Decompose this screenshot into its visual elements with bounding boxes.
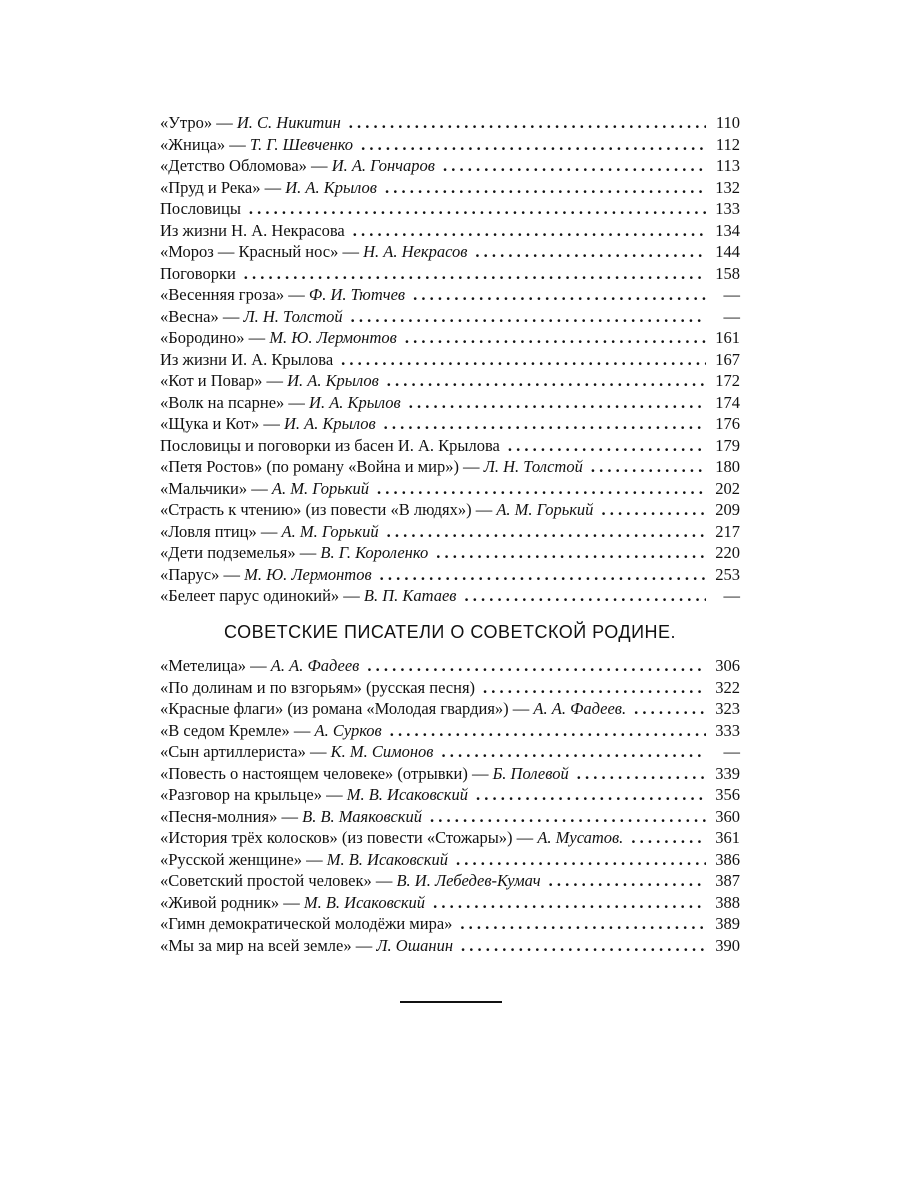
toc-entry-author: В. П. Катаев	[363, 586, 457, 605]
toc-leader-dots	[244, 263, 706, 285]
toc-entry-author: В. В. Маяковский	[302, 806, 423, 826]
toc-entry-title	[160, 677, 475, 699]
toc-leader-dots	[476, 784, 706, 806]
toc-leader-dots	[430, 806, 706, 828]
toc-entry-title	[160, 741, 433, 763]
toc-entry-work: «Весенняя гроза» —	[160, 285, 309, 304]
toc-entry	[160, 241, 740, 263]
toc-entry-title	[160, 585, 456, 607]
toc-entry-page: 388	[715, 892, 740, 912]
toc-entry-author: Б. Полевой	[492, 763, 569, 783]
toc-entry-author: Л. Н. Толстой	[483, 457, 583, 476]
toc-entry-title	[160, 349, 333, 371]
toc-entry	[160, 349, 740, 371]
toc-entry-author: М. В. Исаковский	[346, 785, 468, 804]
toc-entry-page: 387	[715, 871, 740, 890]
toc-leader-dots	[461, 935, 706, 957]
toc-leader-dots	[464, 585, 706, 607]
toc-entry	[160, 220, 740, 242]
toc-leader-dots	[413, 284, 706, 306]
toc-entry-page: 202	[715, 478, 740, 498]
toc-leader-dots	[456, 849, 706, 871]
toc-entry-page: 113	[715, 156, 740, 175]
toc-entry-page: 356	[715, 785, 740, 804]
toc-entry-author: М. В. Исаковский	[303, 892, 426, 912]
toc-entry	[160, 392, 740, 414]
toc-leader-dots	[577, 763, 706, 785]
toc-entry-work: «Метелица» —	[160, 656, 271, 675]
toc-entry-page: 390	[715, 935, 740, 955]
toc-entry	[160, 784, 740, 806]
toc-entry-title	[160, 655, 359, 677]
toc-entry-work: «В седом Кремле» —	[160, 720, 315, 740]
toc-entry-page: 220	[715, 543, 740, 562]
toc-entry-page: 333	[715, 720, 740, 740]
toc-entry-title	[160, 720, 382, 742]
toc-entry-author: Л. Ошанин	[376, 935, 454, 955]
toc-entry-title	[160, 806, 422, 828]
toc-entry-title	[160, 564, 372, 586]
toc-entry-title	[160, 542, 428, 564]
toc-entry-work: Пословицы	[160, 199, 241, 218]
toc-leader-dots	[385, 177, 706, 199]
toc-entry	[160, 112, 740, 134]
toc-entry	[160, 134, 740, 156]
toc-entry-page: 176	[715, 414, 740, 433]
toc-entry-title	[160, 306, 343, 328]
toc-entry-author: А. М. Горький	[281, 521, 379, 541]
toc-leader-dots	[387, 370, 706, 392]
toc-entry-title	[160, 698, 626, 720]
toc-entry-author: Л. Н. Толстой	[243, 306, 343, 326]
toc-entry-title	[160, 435, 500, 457]
toc-entry-title	[160, 392, 401, 414]
toc-leader-dots	[380, 564, 706, 586]
toc-entry-author: А. А. Фадеев	[270, 656, 360, 675]
toc-leader-dots	[249, 198, 706, 220]
toc-leader-dots	[631, 827, 706, 849]
toc-entry-title	[160, 327, 397, 349]
toc-entry	[160, 806, 740, 828]
toc-entry-work: «Песня-молния» —	[160, 806, 303, 826]
toc-entry-author: Ф. И. Тютчев	[308, 285, 406, 304]
toc-entry-author: А. М. Горький	[271, 478, 369, 498]
toc-entry-page: 180	[715, 457, 740, 476]
toc-entry	[160, 198, 740, 220]
toc-entry-page: 209	[715, 500, 740, 519]
toc-entry	[160, 913, 740, 935]
toc-entry-author: Т. Г. Шевченко	[249, 134, 354, 154]
toc-entry-author: К. М. Симонов	[330, 742, 434, 761]
toc-entry-author: В. Г. Короленко	[320, 543, 429, 562]
section-heading: СОВЕТСКИЕ ПИСАТЕЛИ О СОВЕТСКОЙ РОДИНЕ.	[223, 622, 677, 642]
toc-entry-page: 133	[715, 199, 740, 218]
toc-entry-page: 323	[715, 699, 740, 718]
toc-entry-page: 132	[715, 177, 740, 197]
toc-entry-work: «Страсть к чтению» (из повести «В людях») —	[160, 500, 497, 519]
toc-entry-author: И. А. Гончаров	[331, 156, 435, 175]
toc-entry-work: «Русской женщине» —	[160, 849, 327, 869]
toc-entry-title	[160, 198, 241, 220]
toc-entry-work: «Волк на псарне» —	[160, 392, 310, 412]
toc-entry-work: «Мальчики» —	[160, 478, 272, 498]
toc-entry-title	[160, 913, 452, 935]
toc-leader-dots	[508, 435, 706, 457]
toc-leader-dots	[601, 499, 706, 521]
toc-entry-title	[160, 935, 453, 957]
toc-entry-work: Пословицы и поговорки из басен И. А. Крылова	[160, 435, 500, 455]
toc-entry-author: Н. А. Некрасов	[363, 242, 468, 261]
toc-entry-title	[160, 263, 236, 285]
toc-entry-title	[160, 112, 341, 134]
toc-entry-work: «История трёх колосков» (из повести «Стожары») —	[160, 828, 538, 847]
toc-entry	[160, 327, 740, 349]
toc-entry-page: —	[723, 285, 740, 304]
toc-entry-work: «Живой родник» —	[160, 892, 304, 912]
toc-entry	[160, 827, 740, 849]
toc-entry-work: «Повесть о настоящем человеке» (отрывки) —	[160, 763, 493, 783]
toc-leader-dots	[384, 413, 706, 435]
toc-entry	[160, 370, 740, 392]
toc-entry-page: 134	[715, 220, 740, 240]
toc-entry-author: И. А. Крылов	[285, 177, 377, 197]
toc-entry-work: Поговорки	[160, 263, 236, 283]
toc-leader-dots	[377, 478, 706, 500]
toc-leader-dots	[349, 112, 706, 134]
toc-entry-page: 144	[715, 242, 740, 261]
toc-entry-work: «Бородино» —	[160, 328, 270, 347]
toc-entry-page: 112	[715, 134, 740, 154]
toc-list-part1	[160, 112, 740, 607]
toc-entry-page: 386	[715, 849, 740, 869]
toc-entry-work: «Мы за мир на всей земле» —	[160, 935, 377, 955]
toc-leader-dots	[361, 134, 706, 156]
toc-leader-dots	[441, 741, 706, 763]
toc-entry-work: «Мороз — Красный нос» —	[160, 242, 364, 261]
toc-entry-author: А. Сурков	[314, 720, 382, 740]
toc-list-part2	[160, 655, 740, 956]
toc-entry-title	[160, 284, 405, 306]
toc-entry-work: «Гимн демократической молодёжи мира»	[160, 914, 453, 933]
toc-entry-page: 217	[715, 521, 740, 541]
toc-entry	[160, 306, 740, 328]
toc-entry	[160, 521, 740, 543]
toc-entry	[160, 870, 740, 892]
toc-leader-dots	[436, 542, 706, 564]
toc-entry-work: «Разговор на крыльце» —	[160, 785, 347, 804]
toc-entry-page: 161	[715, 328, 740, 347]
toc-entry-author: А. Мусатов.	[537, 828, 624, 847]
toc-entry-work: «Белеет парус одинокий» —	[160, 586, 364, 605]
toc-entry-title	[160, 413, 376, 435]
toc-entry-author: И. А. Крылов	[287, 371, 379, 390]
toc-entry-work: Из жизни И. А. Крылова	[160, 349, 334, 369]
toc-entry-page: 322	[715, 677, 740, 697]
toc-entry-work: «Ловля птиц» —	[160, 521, 282, 541]
toc-entry-page: 389	[715, 914, 740, 933]
toc-entry-page: —	[723, 586, 740, 605]
toc-entry-author: В. И. Лебедев-Кумач	[396, 871, 541, 890]
toc-entry-title	[160, 241, 467, 263]
toc-entry-work: «По долинам и по взгорьям» (русская песня)	[160, 677, 476, 697]
toc-leader-dots	[387, 521, 706, 543]
toc-entry-author: И. С. Никитин	[236, 113, 341, 132]
toc-leader-dots	[405, 327, 706, 349]
toc-entry-work: «Кот и Повар» —	[160, 371, 288, 390]
toc-leader-dots	[341, 349, 706, 371]
toc-entry	[160, 413, 740, 435]
toc-entry-work: «Жница» —	[160, 134, 250, 154]
toc-entry	[160, 155, 740, 177]
toc-entry-title	[160, 827, 623, 849]
toc-leader-dots	[483, 677, 706, 699]
toc-leader-dots	[351, 306, 706, 328]
toc-entry-title	[160, 220, 345, 242]
toc-entry-author: М. Ю. Лермонтов	[244, 564, 372, 584]
toc-leader-dots	[475, 241, 706, 263]
toc-entry	[160, 542, 740, 564]
toc-entry-title	[160, 521, 379, 543]
toc-leader-dots	[390, 720, 706, 742]
toc-entry-page: 253	[715, 564, 740, 584]
toc-entry	[160, 585, 740, 607]
toc-entry-title	[160, 870, 541, 892]
toc-entry	[160, 677, 740, 699]
toc-entry-work: «Весна» —	[160, 306, 244, 326]
toc-entry-author: М. В. Исаковский	[326, 849, 448, 869]
toc-entry-page: 306	[715, 656, 740, 675]
toc-entry-title	[160, 155, 435, 177]
toc-entry	[160, 478, 740, 500]
toc-entry-work: «Щука и Кот» —	[160, 414, 284, 433]
toc-entry	[160, 698, 740, 720]
toc-entry-title	[160, 177, 377, 199]
toc-entry-page: 361	[715, 828, 740, 847]
toc-entry	[160, 263, 740, 285]
toc-entry	[160, 177, 740, 199]
toc-leader-dots	[409, 392, 706, 414]
toc-entry-work: «Парус» —	[160, 564, 245, 584]
toc-entry	[160, 935, 740, 957]
toc-leader-dots	[433, 892, 706, 914]
toc-entry-author: И. А. Крылов	[309, 392, 401, 412]
toc-entry-work: «Советский простой человек» —	[160, 871, 397, 890]
toc-entry-author: А. А. Фадеев.	[533, 699, 627, 718]
toc-entry-author: М. Ю. Лермонтов	[269, 328, 397, 347]
toc-entry-title	[160, 499, 593, 521]
closing-rule	[400, 1001, 502, 1003]
toc-leader-dots	[634, 698, 706, 720]
toc-entry-page: 158	[715, 263, 740, 283]
toc-entry-title	[160, 478, 369, 500]
toc-entry	[160, 763, 740, 785]
toc-entry-work: «Сын артиллериста» —	[160, 742, 331, 761]
toc-entry-work: «Детство Обломова» —	[160, 156, 332, 175]
toc-leader-dots	[460, 913, 706, 935]
toc-entry-author: И. А. Крылов	[283, 414, 376, 433]
toc-entry-title	[160, 763, 569, 785]
toc-entry-author: А. М. Горький	[496, 500, 594, 519]
toc-entry-page: —	[723, 306, 740, 326]
toc-leader-dots	[549, 870, 706, 892]
toc-entry	[160, 892, 740, 914]
toc-entry-page: 360	[715, 806, 740, 826]
toc-entry-work: «Красные флаги» (из романа «Молодая гвардия») —	[160, 699, 534, 718]
toc-entry	[160, 435, 740, 457]
toc-entry-work: «Петя Ростов» (по роману «Война и мир») —	[160, 457, 484, 476]
toc-entry	[160, 849, 740, 871]
toc-entry-page: 110	[715, 113, 740, 132]
toc-leader-dots	[353, 220, 706, 242]
toc-entry-title	[160, 784, 468, 806]
toc-entry-title	[160, 849, 448, 871]
toc-entry	[160, 456, 740, 478]
toc-entry-title	[160, 370, 379, 392]
toc-entry-work: «Дети подземелья» —	[160, 543, 321, 562]
toc-entry	[160, 741, 740, 763]
toc-entry-page: 339	[715, 763, 740, 783]
toc-entry	[160, 720, 740, 742]
toc-entry	[160, 284, 740, 306]
toc-entry-title	[160, 892, 425, 914]
toc-entry-work: «Пруд и Река» —	[160, 177, 286, 197]
toc-entry	[160, 655, 740, 677]
toc-entry-page: 167	[715, 349, 740, 369]
toc-entry-work: Из жизни Н. А. Некрасова	[160, 220, 345, 240]
toc-leader-dots	[443, 155, 706, 177]
toc-entry-page: 179	[715, 435, 740, 455]
toc-leader-dots	[367, 655, 706, 677]
toc-entry-work: «Утро» —	[160, 113, 237, 132]
toc-entry	[160, 564, 740, 586]
toc-entry	[160, 499, 740, 521]
toc-entry-page: 172	[715, 371, 740, 390]
toc-entry-page: —	[723, 742, 740, 761]
toc-entry-title	[160, 134, 353, 156]
toc-leader-dots	[591, 456, 706, 478]
toc-entry-title	[160, 456, 583, 478]
toc-entry-page: 174	[715, 392, 740, 412]
